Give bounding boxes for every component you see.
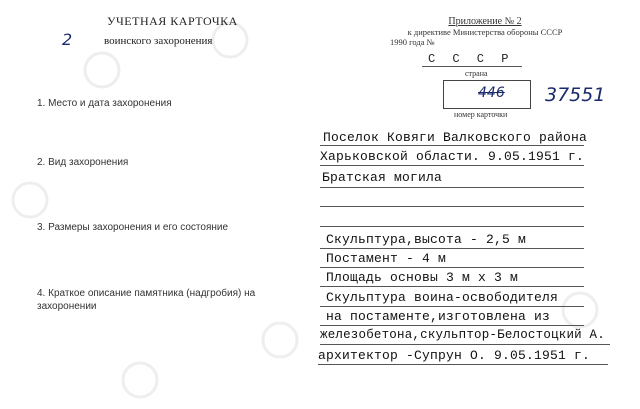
content-line: Постамент - 4 м [326,251,447,266]
card-number-handwritten: 37551 [545,84,606,106]
content-underline [320,248,584,249]
content-line: Харьковской области. 9.05.1951 г. [320,149,585,164]
content-line: Скульптура,высота - 2,5 м [326,232,527,247]
country-underline [422,66,522,67]
watermark-icon [82,50,122,90]
content-underline [320,267,584,268]
content-line: Братская могила [322,170,443,185]
handwritten-mark: 2 [62,30,73,49]
field-label-monument-description: 4. Краткое описание памятника (надгробия) на захоронении [37,288,256,312]
content-underline [320,286,584,287]
watermark-icon [260,320,300,360]
appendix-line: Приложение № 2 [448,16,522,27]
field-label-burial-type: 2. Вид захоронения [37,157,129,168]
content-underline [320,306,584,307]
country-value: С С С Р [428,52,514,66]
content-line: железобетона,скульптор-Белостоцкий А. [320,328,605,342]
appendix-note [380,17,590,47]
appendix-line: к директиве Министерства обороны СССР [407,27,563,37]
card-title: УЧЕТНАЯ КАРТОЧКА [107,14,238,28]
content-underline [320,165,584,166]
card-number-struck: 446 [478,85,505,101]
watermark-icon [120,360,160,400]
field-label-size-condition: 3. Размеры захоронения и его состояние [37,222,229,233]
watermark-icon [10,180,50,220]
content-line: архитектор -Супрун О. 9.05.1951 г. [318,348,591,363]
card-number-caption: номер карточки [454,110,508,119]
appendix-line: 1990 года № [390,37,435,47]
content-underline [320,187,584,188]
content-underline [318,364,608,365]
content-underline [320,226,584,227]
content-underline [320,325,584,326]
content-line: Скульптура воина-освободителя [326,290,559,305]
content-underline [320,145,584,146]
content-line: Поселок Ковяги Валковского района [323,130,588,145]
content-underline [320,206,584,207]
watermark-icon [560,290,600,330]
field-label-place-date: 1. Место и дата захоронения [37,98,172,109]
content-underline [320,344,610,345]
card-subtitle: воинского захоронения [104,35,213,47]
content-line: на постаменте,изготовлена из [326,309,551,324]
content-line: Площадь основы 3 м х 3 м [326,270,519,285]
country-caption: страна [465,69,488,78]
